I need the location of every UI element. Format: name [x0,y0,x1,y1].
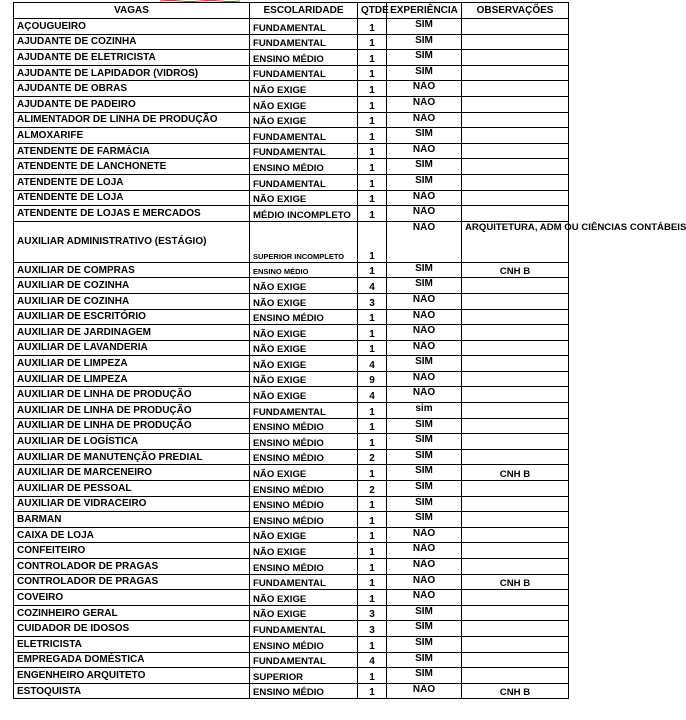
escolaridade-cell: ENSINO MÉDIO [250,636,358,652]
observacoes-cell [462,449,569,465]
table-row [14,293,569,309]
qtde-cell: 1 [358,512,387,528]
experiencia-cell: SIM [387,465,462,481]
table-row [14,403,569,419]
escolaridade-cell: ENSINO MÉDIO [250,512,358,528]
experiencia-cell: SIM [387,34,462,50]
experiencia-cell: SIM [387,668,462,684]
table-row [14,605,569,621]
observacoes-cell [462,340,569,356]
observacoes-cell [462,325,569,341]
observacoes-cell [462,418,569,434]
qtde-cell: 1 [358,81,387,97]
table-row [14,683,569,699]
qtde-cell: 1 [358,543,387,559]
escolaridade-cell: FUNDAMENTAL [250,621,358,637]
vaga-cell: CONTROLADOR DE PRAGAS [14,574,250,590]
qtde-cell: 9 [358,371,387,387]
table-row [14,19,569,35]
table-row [14,449,569,465]
observacoes-cell [462,96,569,112]
observacoes-cell [462,496,569,512]
observacoes-cell [462,543,569,559]
observacoes-cell [462,668,569,684]
observacoes-cell [462,278,569,294]
observacoes-cell [462,636,569,652]
escolaridade-cell: ENSINO MÉDIO [250,159,358,175]
experiencia-cell: NÃO [387,325,462,341]
observacoes-cell [462,174,569,190]
table-row [14,340,569,356]
experiencia-cell: NÃO [387,559,462,575]
vaga-cell: AUXILIAR DE MARCENEIRO [14,465,250,481]
qtde-cell: 1 [358,65,387,81]
experiencia-cell: NÃO [387,527,462,543]
qtde-cell: 1 [358,190,387,206]
vaga-cell: ALMOXARIFE [14,128,250,144]
qtde-cell: 2 [358,481,387,497]
qtde-cell: 1 [358,159,387,175]
vaga-cell: AUXILIAR DE COZINHA [14,293,250,309]
table-row [14,325,569,341]
observacoes-cell [462,34,569,50]
table-row [14,543,569,559]
vaga-cell: CONFEITEIRO [14,543,250,559]
table-row [14,262,569,278]
escolaridade-cell: MÉDIO INCOMPLETO [250,206,358,222]
vaga-cell: AUXILIAR DE VIDRACEIRO [14,496,250,512]
vaga-cell: AUXILIAR DE LINHA DE PRODUÇÃO [14,387,250,403]
escolaridade-cell: NÃO EXIGE [250,278,358,294]
escolaridade-cell: NÃO EXIGE [250,340,358,356]
vaga-cell: COZINHEIRO GERAL [14,605,250,621]
experiencia-cell: NÃO [387,293,462,309]
escolaridade-cell: ENSINO MÉDIO [250,559,358,575]
table-row [14,434,569,450]
observacoes-cell: CNH B [462,683,569,699]
vaga-cell: ATENDENTE DE LANCHONETE [14,159,250,175]
table-row [14,159,569,175]
table-row [14,559,569,575]
observacoes-cell [462,159,569,175]
experiencia-cell: SIM [387,174,462,190]
escolaridade-cell: FUNDAMENTAL [250,65,358,81]
table-row [14,418,569,434]
observacoes-cell [462,65,569,81]
escolaridade-cell: NÃO EXIGE [250,543,358,559]
qtde-cell: 1 [358,309,387,325]
qtde-cell: 1 [358,403,387,419]
qtde-cell: 1 [358,683,387,699]
table-row [14,50,569,66]
header-escolaridade: ESCOLARIDADE [250,3,358,19]
escolaridade-cell: ENSINO MÉDIO [250,418,358,434]
escolaridade-cell: FUNDAMENTAL [250,143,358,159]
table-row [14,174,569,190]
table-row [14,143,569,159]
escolaridade-cell: NÃO EXIGE [250,96,358,112]
experiencia-cell: NÃO [387,206,462,222]
escolaridade-cell: NÃO EXIGE [250,112,358,128]
qtde-cell: 1 [358,590,387,606]
experiencia-cell: NÃO [387,543,462,559]
table-row [14,590,569,606]
qtde-cell: 2 [358,449,387,465]
escolaridade-cell: NÃO EXIGE [250,190,358,206]
escolaridade-cell: NÃO EXIGE [250,605,358,621]
observacoes-cell [462,371,569,387]
vaga-cell: AUXILIAR DE PESSOAL [14,481,250,497]
header-qtde: QTDE [358,3,387,19]
experiencia-cell: NÃO [387,221,462,262]
escolaridade-cell: ENSINO MÉDIO [250,262,358,278]
escolaridade-cell: NÃO EXIGE [250,387,358,403]
observacoes-cell [462,605,569,621]
qtde-cell: 1 [358,143,387,159]
vaga-cell: AUXILIAR ADMINISTRATIVO (ESTÁGIO) [14,221,250,262]
observacoes-cell [462,19,569,35]
experiencia-cell: SIM [387,512,462,528]
escolaridade-cell: NÃO EXIGE [250,293,358,309]
observacoes-cell [462,403,569,419]
qtde-cell: 1 [358,174,387,190]
vaga-cell: AUXILIAR DE LIMPEZA [14,371,250,387]
experiencia-cell: SIM [387,278,462,294]
escolaridade-cell: ENSINO MÉDIO [250,496,358,512]
experiencia-cell: SIM [387,418,462,434]
vaga-cell: AJUDANTE DE COZINHA [14,34,250,50]
observacoes-cell [462,652,569,668]
table-row [14,112,569,128]
escolaridade-cell: NÃO EXIGE [250,465,358,481]
table-row [14,512,569,528]
vaga-cell: COVEIRO [14,590,250,606]
escolaridade-cell: FUNDAMENTAL [250,174,358,190]
observacoes-cell [462,559,569,575]
vaga-cell: AUXILIAR DE JARDINAGEM [14,325,250,341]
observacoes-cell [462,50,569,66]
escolaridade-cell: NÃO EXIGE [250,325,358,341]
experiencia-cell: NÃO [387,574,462,590]
table-row [14,527,569,543]
observacoes-cell [462,190,569,206]
vaga-cell: CUIDADOR DE IDOSOS [14,621,250,637]
qtde-cell: 1 [358,262,387,278]
observacoes-cell: CNH B [462,574,569,590]
experiencia-cell: SIM [387,449,462,465]
vaga-cell: AJUDANTE DE LAPIDADOR (VIDROS) [14,65,250,81]
observacoes-cell [462,356,569,372]
qtde-cell: 1 [358,496,387,512]
observacoes-cell [462,621,569,637]
vaga-cell: ATENDENTE DE LOJA [14,190,250,206]
vaga-cell: AUXILIAR DE LINHA DE PRODUÇÃO [14,403,250,419]
escolaridade-cell: NÃO EXIGE [250,590,358,606]
qtde-cell: 1 [358,636,387,652]
experiencia-cell: SIM [387,636,462,652]
experiencia-cell: NÃO [387,190,462,206]
table-row [14,81,569,97]
vaga-cell: ATENDENTE DE LOJA [14,174,250,190]
vaga-cell: EMPREGADA DOMÉSTICA [14,652,250,668]
observacoes-cell: ARQUITETURA, ADM OU CIÊNCIAS CONTÁBEIS [462,221,569,262]
experiencia-cell: SIM [387,128,462,144]
escolaridade-cell: SUPERIOR INCOMPLETO [250,221,358,262]
qtde-cell: 1 [358,325,387,341]
table-row [14,481,569,497]
table-body [14,19,686,699]
vaga-cell: AÇOUGUEIRO [14,19,250,35]
experiencia-cell: NÃO [387,371,462,387]
escolaridade-cell: NÃO EXIGE [250,81,358,97]
vaga-cell: ATENDENTE DE FARMÁCIA [14,143,250,159]
qtde-cell: 1 [358,418,387,434]
experiencia-cell: NÃO [387,683,462,699]
qtde-cell: 4 [358,387,387,403]
experiencia-cell: SIM [387,356,462,372]
table-row [14,652,569,668]
vaga-cell: AUXILIAR DE LOGÍSTICA [14,434,250,450]
qtde-cell: 1 [358,128,387,144]
vaga-cell: AUXILIAR DE ESCRITÓRIO [14,309,250,325]
experiencia-cell: NÃO [387,340,462,356]
experiencia-cell: SIM [387,262,462,278]
observacoes-cell [462,206,569,222]
qtde-cell: 1 [358,19,387,35]
escolaridade-cell: ENSINO MÉDIO [250,683,358,699]
experiencia-cell: NÃO [387,81,462,97]
qtde-cell: 3 [358,605,387,621]
qtde-cell: 1 [358,574,387,590]
table-row [14,190,569,206]
vaga-cell: AUXILIAR DE COMPRAS [14,262,250,278]
qtde-cell: 1 [358,112,387,128]
qtde-cell: 1 [358,340,387,356]
qtde-cell: 1 [358,559,387,575]
vaga-cell: CONTROLADOR DE PRAGAS [14,559,250,575]
vaga-cell: AUXILIAR DE MANUTENÇÃO PREDIAL [14,449,250,465]
escolaridade-cell: NÃO EXIGE [250,371,358,387]
experiencia-cell: SIM [387,159,462,175]
vaga-cell: BARMAN [14,512,250,528]
experiencia-cell: NÃO [387,387,462,403]
experiencia-cell: sim [387,403,462,419]
escolaridade-cell: FUNDAMENTAL [250,34,358,50]
experiencia-cell: SIM [387,605,462,621]
escolaridade-cell: FUNDAMENTAL [250,652,358,668]
experiencia-cell: SIM [387,481,462,497]
observacoes-cell [462,112,569,128]
experiencia-cell: SIM [387,434,462,450]
escolaridade-cell: FUNDAMENTAL [250,128,358,144]
experiencia-cell: SIM [387,652,462,668]
vaga-cell: ENGENHEIRO ARQUITETO [14,668,250,684]
qtde-cell: 1 [358,668,387,684]
header-vagas: VAGAS [14,3,250,19]
observacoes-cell [462,293,569,309]
experiencia-cell: SIM [387,19,462,35]
escolaridade-cell: FUNDAMENTAL [250,403,358,419]
table-row [14,387,569,403]
observacoes-cell [462,527,569,543]
table-row [14,96,569,112]
experiencia-cell: NÃO [387,143,462,159]
vaga-cell: ELETRICISTA [14,636,250,652]
experiencia-cell: SIM [387,65,462,81]
qtde-cell: 4 [358,278,387,294]
escolaridade-cell: NÃO EXIGE [250,356,358,372]
vaga-cell: AJUDANTE DE OBRAS [14,81,250,97]
experiencia-cell: NÃO [387,590,462,606]
escolaridade-cell: ENSINO MÉDIO [250,434,358,450]
table-row [14,668,569,684]
qtde-cell: 4 [358,652,387,668]
table-row [14,621,569,637]
vaga-cell: AJUDANTE DE PADEIRO [14,96,250,112]
header-observacoes: OBSERVAÇÕES [462,3,569,19]
qtde-cell: 3 [358,621,387,637]
table-header-row [14,3,569,19]
table-row [14,356,569,372]
observacoes-cell [462,590,569,606]
observacoes-cell [462,434,569,450]
vaga-cell: AUXILIAR DE LAVANDERIA [14,340,250,356]
table-row [14,574,569,590]
vaga-cell: AUXILIAR DE LINHA DE PRODUÇÃO [14,418,250,434]
qtde-cell: 1 [358,34,387,50]
qtde-cell: 1 [358,96,387,112]
escolaridade-cell: ENSINO MÉDIO [250,449,358,465]
table-row [14,65,569,81]
qtde-cell: 4 [358,356,387,372]
observacoes-cell [462,387,569,403]
table-row [14,221,569,262]
observacoes-cell [462,128,569,144]
escolaridade-cell: ENSINO MÉDIO [250,309,358,325]
qtde-cell: 1 [358,527,387,543]
experiencia-cell: SIM [387,50,462,66]
vaga-cell: ATENDENTE DE LOJAS E MERCADOS [14,206,250,222]
experiencia-cell: NÃO [387,112,462,128]
escolaridade-cell: FUNDAMENTAL [250,19,358,35]
vaga-cell: CAIXA DE LOJA [14,527,250,543]
escolaridade-cell: ENSINO MÉDIO [250,481,358,497]
experiencia-cell: NÃO [387,309,462,325]
qtde-cell: 1 [358,206,387,222]
table-row [14,465,569,481]
vaga-cell: ALIMENTADOR DE LINHA DE PRODUÇÃO [14,112,250,128]
qtde-cell: 1 [358,221,387,262]
qtde-cell: 3 [358,293,387,309]
qtde-cell: 1 [358,50,387,66]
table-row [14,371,569,387]
table-row [14,206,569,222]
table-row [14,636,569,652]
observacoes-cell [462,143,569,159]
header-experiencia: EXPERIÊNCIA [387,3,462,19]
table-row [14,278,569,294]
experiencia-cell: SIM [387,496,462,512]
observacoes-cell [462,309,569,325]
observacoes-cell: CNH B [462,465,569,481]
table-row [14,496,569,512]
observacoes-cell: CNH B [462,262,569,278]
qtde-cell: 1 [358,465,387,481]
experiencia-cell: NÃO [387,96,462,112]
vaga-cell: ESTOQUISTA [14,683,250,699]
vaga-cell: AJUDANTE DE ELETRICISTA [14,50,250,66]
vaga-cell: AUXILIAR DE COZINHA [14,278,250,294]
observacoes-cell [462,512,569,528]
escolaridade-cell: FUNDAMENTAL [250,574,358,590]
qtde-cell: 1 [358,434,387,450]
table-row [14,34,569,50]
job-vacancies-table [13,2,686,699]
experiencia-cell: SIM [387,621,462,637]
vaga-cell: AUXILIAR DE LIMPEZA [14,356,250,372]
escolaridade-cell: ENSINO MÉDIO [250,50,358,66]
observacoes-cell [462,81,569,97]
table-row [14,128,569,144]
table-row [14,309,569,325]
escolaridade-cell: SUPERIOR [250,668,358,684]
escolaridade-cell: NÃO EXIGE [250,527,358,543]
observacoes-cell [462,481,569,497]
